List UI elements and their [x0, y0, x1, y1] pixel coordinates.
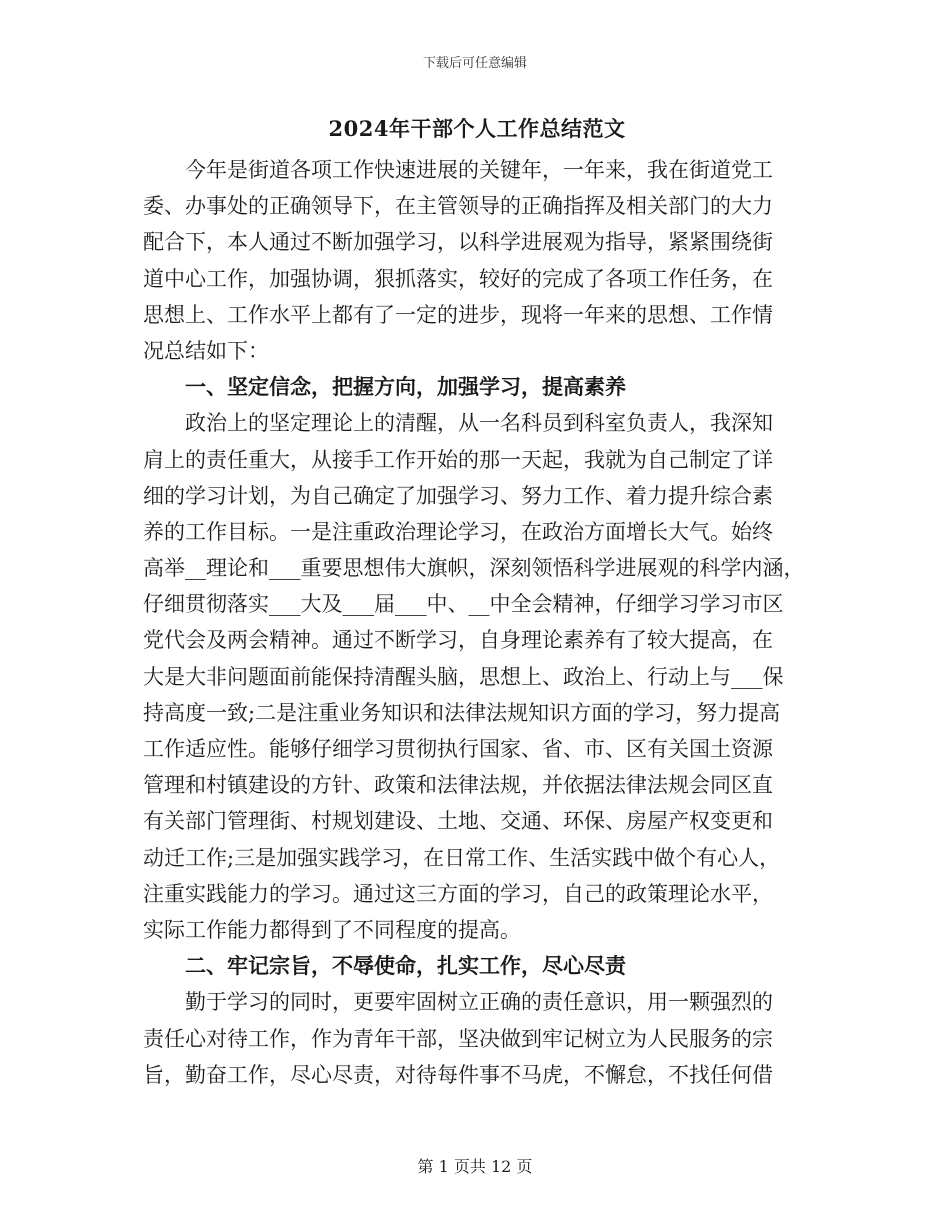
paragraph-line: 配合下，本人通过不断加强学习，以科学进展观为指导，紧紧围绕街: [143, 230, 773, 255]
paragraph-line: 高举__理论和___重要思想伟大旗帜，深刻领悟科学进展观的科学内涵，: [143, 556, 805, 581]
document-lines: [143, 152, 811, 1093]
paragraph-line: 政治上的坚定理论上的清醒，从一名科员到科室负责人，我深知: [185, 411, 773, 436]
paragraph-line: 细的学习计划，为自己确定了加强学习、努力工作、着力提升综合素: [143, 483, 773, 508]
paragraph-line: 持高度一致;二是注重业务知识和法律法规知识方面的学习，努力提高: [143, 700, 781, 725]
paragraph-line: 有关部门管理街、村规划建设、土地、交通、环保、房屋产权变更和: [143, 809, 773, 834]
paragraph-line: 注重实践能力的学习。通过这三方面的学习，自己的政策理论水平，: [143, 881, 773, 906]
paragraph-line: 道中心工作，加强协调，狠抓落实，较好的完成了各项工作任务，在: [143, 266, 773, 291]
paragraph-line: 肩上的责任重大，从接手工作开始的那一天起，我就为自己制定了详: [143, 447, 773, 472]
paragraph-line: 管理和村镇建设的方针、政策和法律法规，并依据法律法规会同区直: [143, 773, 773, 798]
section-heading: 一、坚定信念，把握方向，加强学习，提高素养: [185, 374, 626, 400]
paragraph-line: 党代会及两会精神。通过不断学习，自身理论素养有了较大提高，在: [143, 628, 773, 653]
paragraph-line: 思想上、工作水平上都有了一定的进步，现将一年来的思想、工作情: [143, 302, 773, 327]
paragraph-line: 仔细贯彻落实___大及___届___中、__中全会精神，仔细学习学习市区: [143, 592, 784, 617]
paragraph-line: 今年是街道各项工作快速进展的关键年，一年来，我在街道党工: [185, 158, 773, 182]
paragraph-line: 动迁工作;三是加强实践学习，在日常工作、生活实践中做个有心人，: [143, 845, 781, 870]
paragraph-line: 实际工作能力都得到了不同程度的提高。: [143, 917, 521, 942]
paragraph-line: 委、办事处的正确领导下，在主管领导的正确指挥及相关部门的大力: [143, 194, 773, 219]
section-heading: 二、牢记宗旨，不辱使命，扎实工作，尽心尽责: [185, 953, 626, 979]
paragraph-line: 养的工作目标。一是注重政治理论学习，在政治方面增长大气。始终: [143, 519, 773, 544]
page-header-note: 下载后可任意编辑: [422, 56, 527, 71]
paragraph-line: 工作适应性。能够仔细学习贯彻执行国家、省、市、区有关国土资源: [143, 737, 773, 761]
document-title: 2024年干部个人工作总结范文: [328, 116, 626, 141]
paragraph-line: 旨，勤奋工作，尽心尽责，对待每件事不马虎，不懈怠，不找任何借: [143, 1062, 773, 1087]
paragraph-line: 责任心对待工作，作为青年干部，坚决做到牢记树立为人民服务的宗: [143, 1026, 773, 1051]
paragraph-line: 大是大非问题面前能保持清醒头脑，思想上、政治上、行动上与___保: [143, 664, 784, 689]
document-body: [143, 106, 811, 1093]
paragraph-line: 勤于学习的同时，更要牢固树立正确的责任意识，用一颗强烈的: [185, 990, 773, 1015]
paragraph-line: 况总结如下：: [143, 338, 269, 363]
page-footer: 第 1 页共 12 页: [417, 1157, 533, 1176]
